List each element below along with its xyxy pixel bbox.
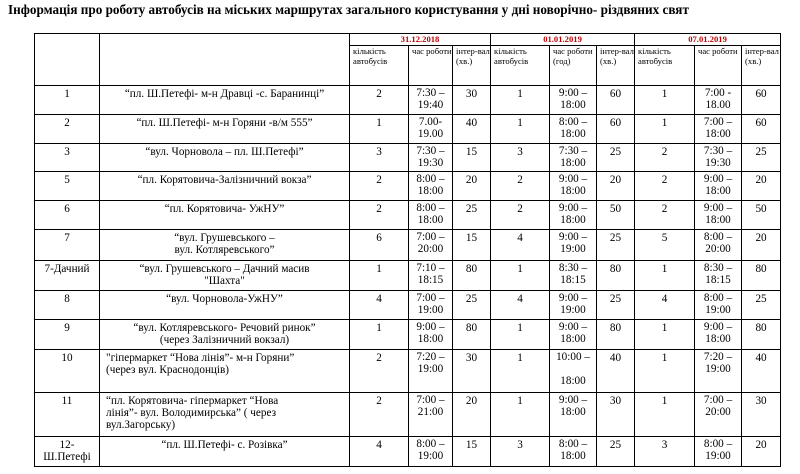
table-row: [35, 230, 781, 261]
bus-count: 4: [350, 437, 409, 467]
time-start: 7:30 –: [703, 145, 733, 157]
bus-count: 3: [491, 437, 550, 467]
interval: 30: [453, 350, 491, 393]
route-line: (через вул. Краснодонців): [106, 364, 230, 376]
route-line: "гіпермаркет “Нова лінія”- м-н Горяни”: [106, 352, 295, 364]
time-end: 18:00: [417, 185, 444, 197]
interval: 25: [742, 291, 781, 320]
route-name: “вул. Чорновола – пл. Ш.Петефі”: [100, 144, 350, 172]
route-number: 10: [35, 350, 100, 393]
header-count: кількість автобусів: [491, 46, 550, 86]
table-row: [35, 201, 781, 230]
interval: 15: [453, 230, 491, 261]
work-time: [695, 437, 742, 467]
interval: 30: [453, 86, 491, 115]
route-number-line: Ш.Петефі: [43, 451, 91, 463]
time-end: 18:15: [417, 274, 444, 286]
route-number: 5: [35, 172, 100, 201]
interval: 20: [742, 172, 781, 201]
interval: 80: [742, 320, 781, 350]
work-time: [695, 261, 742, 291]
route-line: “вул. Грушевського –: [174, 232, 275, 244]
time-end: 18:00: [560, 185, 586, 197]
work-time: [695, 291, 742, 320]
time-start: 9:00 –: [703, 173, 733, 185]
work-time: [409, 437, 453, 467]
bus-count: 1: [491, 320, 550, 350]
header-interval: інтер-вал (хв.): [597, 46, 635, 86]
time-start: 7:30 –: [558, 145, 588, 157]
route-number: 7: [35, 230, 100, 261]
time-end: 18:00: [417, 333, 444, 345]
time-start: 9:00 –: [558, 202, 588, 214]
bus-count: 1: [491, 350, 550, 393]
header-time: час роботи: [409, 46, 453, 86]
time-end: 18:00: [560, 128, 586, 140]
interval: 15: [453, 437, 491, 467]
time-end: 19:00: [560, 243, 586, 255]
interval: 80: [742, 261, 781, 291]
route-number: 8: [35, 291, 100, 320]
time-start: 7:00 –: [703, 116, 733, 128]
route-name: [100, 230, 350, 261]
bus-count: 2: [491, 172, 550, 201]
interval: 20: [453, 172, 491, 201]
work-time: [409, 144, 453, 172]
time-end: 19:00: [417, 363, 444, 375]
table-row: [35, 261, 781, 291]
bus-count: 1: [635, 86, 695, 115]
interval: 50: [742, 201, 781, 230]
work-time: [695, 350, 742, 393]
header-interval: інтер-вал (хв.): [742, 46, 781, 86]
table-row: [35, 393, 781, 437]
time-start: 9:00 –: [558, 173, 588, 185]
bus-count: 2: [350, 393, 409, 437]
bus-count: 5: [635, 230, 695, 261]
time-start: 8:00 –: [416, 438, 445, 450]
date-header-row: [35, 34, 781, 46]
route-number: 2: [35, 115, 100, 144]
interval: 80: [453, 261, 491, 291]
time-end: 19:00: [417, 304, 444, 316]
time-end: 19:00: [705, 363, 731, 375]
bus-count: 2: [350, 350, 409, 393]
time-start: 7:20 –: [416, 351, 445, 363]
time-end: 18:00: [560, 375, 586, 387]
header-blank-route: [100, 34, 350, 86]
bus-count: 1: [635, 261, 695, 291]
bus-count: 2: [491, 201, 550, 230]
bus-count: 1: [491, 86, 550, 115]
header-time: час роботи: [695, 46, 742, 86]
work-time: [695, 115, 742, 144]
time-start: 9:00 –: [416, 321, 445, 333]
interval: 30: [597, 393, 635, 437]
interval: 40: [453, 115, 491, 144]
table-row: [35, 291, 781, 320]
time-end: 18:15: [705, 274, 731, 286]
time-start: 8:00 –: [703, 231, 733, 243]
bus-count: 1: [491, 393, 550, 437]
work-time: [550, 144, 597, 172]
time-start: 8:00 –: [558, 116, 588, 128]
table-row: [35, 437, 781, 467]
work-time: [550, 230, 597, 261]
bus-count: 3: [635, 437, 695, 467]
bus-count: 2: [635, 172, 695, 201]
route-number: 6: [35, 201, 100, 230]
time-end: 19:30: [417, 157, 444, 169]
work-time: [409, 261, 453, 291]
work-time: [409, 115, 453, 144]
bus-count: 4: [350, 291, 409, 320]
bus-count: 2: [635, 201, 695, 230]
time-end: 18:00: [705, 185, 731, 197]
bus-count: 2: [635, 144, 695, 172]
time-start: 7:30 –: [416, 87, 445, 99]
work-time: [409, 291, 453, 320]
bus-count: 1: [350, 261, 409, 291]
route-name: [100, 350, 350, 393]
interval: 60: [742, 86, 781, 115]
route-number: 1: [35, 86, 100, 115]
interval: 60: [742, 115, 781, 144]
work-time: [550, 172, 597, 201]
interval: 25: [453, 291, 491, 320]
schedule-table: [34, 33, 781, 467]
route-line: (через Залізничний вокзал): [159, 334, 290, 346]
work-time: [409, 350, 453, 393]
work-time: [695, 320, 742, 350]
work-time: [550, 86, 597, 115]
work-time: [550, 291, 597, 320]
time-end: 18:00: [560, 450, 586, 462]
route-line: лінія”- вул. Володимирська” ( через: [106, 407, 276, 419]
interval: 25: [597, 437, 635, 467]
work-time: [695, 172, 742, 201]
route-name: “пл. Корятовича- УжНУ”: [100, 201, 350, 230]
time-end: 18:00: [417, 214, 444, 226]
time-start: 9:00 –: [558, 394, 588, 406]
time-end: 20:00: [417, 243, 444, 255]
time-start: 9:00 –: [558, 87, 588, 99]
route-name: [100, 320, 350, 350]
route-number: 11: [35, 393, 100, 437]
bus-count: 1: [635, 393, 695, 437]
work-time: [695, 86, 742, 115]
route-number: 3: [35, 144, 100, 172]
time-start: 8:30 –: [703, 262, 733, 274]
date-header-2: 01.01.2019: [491, 34, 635, 46]
work-time: [550, 437, 597, 467]
route-number-line: 12-: [59, 439, 75, 451]
time-start: 7:00 -: [704, 87, 732, 99]
time-end: 19:00: [705, 304, 731, 316]
bus-count: 1: [635, 115, 695, 144]
route-number: 7-Дачний: [35, 261, 100, 291]
time-end: 19:40: [417, 99, 444, 111]
time-end: 20:00: [705, 406, 731, 418]
bus-count: 1: [350, 320, 409, 350]
time-end: 19:00: [705, 450, 731, 462]
time-end: 19:30: [705, 157, 731, 169]
bus-count: 1: [350, 115, 409, 144]
interval: 60: [597, 115, 635, 144]
time-start: 9:00 –: [558, 321, 588, 333]
time-start: 10:00 –: [556, 351, 590, 363]
work-time: [409, 230, 453, 261]
table-row: [35, 350, 781, 393]
time-end: 19:00: [417, 450, 444, 462]
interval: 25: [742, 144, 781, 172]
table-row: [35, 172, 781, 201]
bus-count: 4: [635, 291, 695, 320]
time-end: 18:00: [705, 333, 731, 345]
interval: 60: [597, 86, 635, 115]
work-time: [550, 350, 597, 393]
work-time: [695, 201, 742, 230]
header-blank-num: [35, 34, 100, 86]
interval: 20: [742, 230, 781, 261]
interval: 80: [453, 320, 491, 350]
time-start: 9:00 –: [703, 321, 733, 333]
bus-count: 2: [350, 86, 409, 115]
time-end: 20:00: [705, 243, 731, 255]
time-end: 18:00: [560, 333, 586, 345]
time-start: 7.00-: [418, 116, 443, 128]
time-start: 8:00 –: [703, 438, 733, 450]
route-name: “пл. Ш.Петефі- м-н Дравці -с. Баранинці”: [100, 86, 350, 115]
interval: 40: [742, 350, 781, 393]
time-end: 19.00: [417, 128, 444, 140]
work-time: [409, 172, 453, 201]
time-start: 8:00 –: [416, 202, 445, 214]
work-time: [695, 230, 742, 261]
document-title: Інформація про роботу автобусів на міських маршрутах загального користування у дні новорічно- різдвяних свят: [8, 2, 689, 17]
time-start: 7:00 –: [416, 292, 445, 304]
route-line: “вул. Котляревського- Речовий ринок”: [133, 322, 316, 334]
interval: 20: [597, 172, 635, 201]
time-start: 7:20 –: [703, 351, 733, 363]
table-row: [35, 144, 781, 172]
interval: 80: [597, 320, 635, 350]
work-time: [695, 144, 742, 172]
route-number: 9: [35, 320, 100, 350]
time-start: 7:00 –: [416, 394, 445, 406]
table-row: [35, 320, 781, 350]
time-end: 18.00: [705, 99, 731, 111]
header-time: час роботи (год): [550, 46, 597, 86]
time-end: 18:15: [560, 274, 586, 286]
table-row: [35, 115, 781, 144]
time-start: 7:30 –: [416, 145, 445, 157]
work-time: [550, 201, 597, 230]
route-line: “пл. Корятовича- гіпермаркет “Нова: [106, 395, 279, 407]
route-line: вул. Котляревського”: [174, 244, 275, 256]
bus-count: 3: [350, 144, 409, 172]
interval: 25: [453, 201, 491, 230]
time-start: 7:10 –: [416, 262, 445, 274]
header-interval: інтер-вал (хв.): [453, 46, 491, 86]
header-count: кількість автобусів: [635, 46, 695, 86]
time-end: 18:00: [705, 214, 731, 226]
time-end: 18:00: [705, 128, 731, 140]
time-start: 8:00 –: [703, 292, 733, 304]
time-start: 8:00 –: [558, 438, 588, 450]
interval: 20: [453, 393, 491, 437]
bus-count: 4: [491, 291, 550, 320]
bus-count: 6: [350, 230, 409, 261]
work-time: [550, 393, 597, 437]
time-start: 8:00 –: [416, 173, 445, 185]
header-count: кількість автобусів: [350, 46, 409, 86]
bus-count: 1: [635, 320, 695, 350]
bus-count: 2: [350, 172, 409, 201]
bus-count: 4: [491, 230, 550, 261]
interval: 25: [597, 144, 635, 172]
time-start: 8:30 –: [558, 262, 588, 274]
time-end: 19:00: [560, 304, 586, 316]
route-name: “пл. Ш.Петефі- м-н Горяни -в/м 555”: [100, 115, 350, 144]
date-header-3: 07.01.2019: [635, 34, 781, 46]
time-start: 7:00 –: [416, 231, 445, 243]
time-start: 9:00 –: [703, 202, 733, 214]
route-name: [100, 393, 350, 437]
interval: 80: [597, 261, 635, 291]
time-start: 7:00 –: [703, 394, 733, 406]
date-header-1: 31.12.2018: [350, 34, 491, 46]
route-line: “вул. Грушевського – Дачний масив: [139, 263, 310, 275]
time-blank: [550, 363, 596, 375]
time-end: 18:00: [560, 157, 586, 169]
work-time: [695, 393, 742, 437]
work-time: [409, 201, 453, 230]
route-line: вул.Загорську): [106, 419, 176, 431]
route-name: [100, 261, 350, 291]
time-end: 18:00: [560, 214, 586, 226]
route-name: “пл. Корятовича-Залізничний вокза”: [100, 172, 350, 201]
interval: 40: [597, 350, 635, 393]
bus-count: 1: [635, 350, 695, 393]
work-time: [550, 320, 597, 350]
table-row: [35, 86, 781, 115]
route-line: "Шахта": [204, 275, 245, 287]
route-name: “пл. Ш.Петефі- с. Розівка”: [100, 437, 350, 467]
time-start: 9:00 –: [558, 292, 588, 304]
time-end: 18:00: [560, 406, 586, 418]
bus-count: 1: [491, 261, 550, 291]
interval: 30: [742, 393, 781, 437]
work-time: [409, 393, 453, 437]
time-start: 9:00 –: [558, 231, 588, 243]
interval: 20: [742, 437, 781, 467]
interval: 25: [597, 291, 635, 320]
interval: 25: [597, 230, 635, 261]
route-name: “вул. Чорновола-УжНУ”: [100, 291, 350, 320]
bus-count: 1: [491, 115, 550, 144]
bus-count: 2: [350, 201, 409, 230]
interval: 50: [597, 201, 635, 230]
work-time: [550, 261, 597, 291]
time-end: 21:00: [417, 406, 444, 418]
work-time: [409, 86, 453, 115]
work-time: [409, 320, 453, 350]
bus-count: 3: [491, 144, 550, 172]
time-end: 18:00: [560, 99, 586, 111]
interval: 15: [453, 144, 491, 172]
route-number: [35, 437, 100, 467]
work-time: [550, 115, 597, 144]
